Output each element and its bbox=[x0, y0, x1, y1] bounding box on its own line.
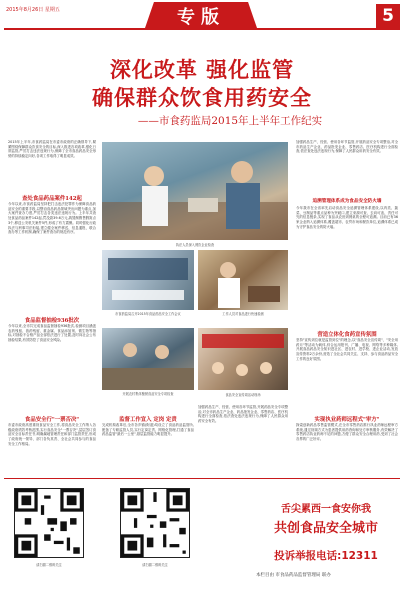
qr-code-left bbox=[14, 488, 84, 558]
header-rule bbox=[4, 28, 400, 30]
bottom-rule bbox=[4, 478, 400, 479]
photo-testing-illustration bbox=[198, 250, 288, 310]
photo-meeting bbox=[102, 250, 194, 310]
qr-right-label: 请扫描二维码关注 bbox=[142, 563, 168, 567]
complaint-hotline: 投诉举报电话:12311 bbox=[274, 550, 378, 562]
s8-body: 探索创新药品零售监管模式,在全市零售药店推行执业药师远程审方系统,通过视频方式为患者提供用药咨询和处方审核服务,有效解决了零售药店执业药师不足的问题,方便了群众安全合理用药,受到了社会各界的广泛好评。 bbox=[296, 423, 398, 442]
photo-meeting-illustration bbox=[102, 250, 194, 310]
photo-testing bbox=[198, 250, 288, 310]
right-intro-text: 加强药品生产、经营、使用各环节监管,开展药品安全专项整治,对全市药品生产企业、药品批发企业、零售药店、医疗机构进行全面检查,依法查处违法违规行为,保障了人民群众用药安全有效。 bbox=[296, 140, 398, 154]
s1-body: 今年以来,市食药监局坚持把打击违法犯罪作为保障食品药品安全的重要手段,以整治食品药品领域突出问题为重点,加大案件查办力度,严厉打击各类违法违规行为。上半年共查处食品药品案件142起,罚没款39.6万元,捣毁制假售假窝点3个,移送公安机关案件5件,形成了有力震慑。同时强化行政执法与刑事司法衔接,建立健全案件移送、信息通报、联合查办等工作机制,确保了案件查办的规范有序。 bbox=[8, 202, 96, 235]
qr-pattern-left bbox=[15, 489, 83, 557]
s4-body: 完成机构改革后,全市各乡镇(街道)均设立了食品药品监管所,配备了专职监管人员,实行定岗定责、网格化管理,打通了食品药品监管"最后一公里",基层监管能力明显提升。 bbox=[102, 423, 194, 437]
page-number: 5 bbox=[376, 4, 400, 28]
photo-rural-check-illustration bbox=[102, 328, 194, 390]
qr-code-right bbox=[120, 488, 190, 558]
photo-rural-check bbox=[102, 328, 194, 390]
s2-title: 食品监督抽检936批次 bbox=[24, 318, 80, 324]
s4-title: 监督工作宣入 定岗 定责 bbox=[119, 417, 177, 423]
caption-photo5: 食品安全宣传周活动现场 bbox=[225, 393, 261, 397]
photo-inspection-illustration bbox=[102, 142, 288, 240]
caption-photo3: 工作人员对食品进行快速检测 bbox=[222, 312, 264, 316]
issue-date: 2015年8月26日 星期五 bbox=[6, 7, 60, 13]
s6-title: 追溯管理体系成为食品安全防火墙 bbox=[312, 199, 382, 204]
photo-publicity bbox=[198, 328, 288, 390]
caption-photo2: 市食药监局召开2015年食品药品安全工作会议 bbox=[115, 312, 181, 316]
headline-line-1: 深化改革 强化监管 bbox=[109, 57, 295, 82]
qr-pattern-right bbox=[121, 489, 189, 557]
s7-body: 坚持"宣传到位就是监管到位"的理念,以"食品安全宣传周"、"安全用药月"等活动为载体,综合运用报刊、广播、电视、网络等多种媒体,开展食品药品安全知识进社区、进农村、进学校、进企业活动,发放宣传资料2万余份,营造了全社会共同关注、支持、参与食品药品安全工作的良好氛围。 bbox=[296, 338, 398, 361]
s6-body: 今年我市在全省率先启动食品安全追溯管理体系建设,以肉类、蔬菜、豆制品等重点品种为突破口,建立来源可查、去向可追、责任可究的信息链条,实现了食品从农田到餐桌的全程可追溯。目前已有36家企业纳入追溯体系,覆盖超市、农贸市场和餐饮单位,追溯体系已成为守护食品安全的防火墙。 bbox=[296, 206, 398, 229]
caption-photo1: 执法人员深入餐饮企业检查 bbox=[175, 243, 215, 247]
caption-photo4: 开展农村集体聚餐食品安全专项检查 bbox=[122, 392, 174, 396]
s7-title: 营造立体化食药宣传氛围 bbox=[317, 332, 377, 338]
slogan-line-1: 舌尖累西一食安你我 bbox=[281, 504, 371, 515]
s2-body: 今年以来,全市共完成食品监督抽检936批次,检测项目涵盖农药残留、兽药残留、重金属、食品添加剂、微生物等指标,对抽检不合格产品全部依法进行了处置,及时向社会公布抽检结果,有效防控了食品安全风险。 bbox=[8, 324, 96, 343]
section-title: 专版 bbox=[177, 7, 225, 28]
photo-inspection bbox=[102, 142, 288, 240]
s3-body: 市委市政府高度重视食品安全工作,将食品安全工作纳入各级政府绩效考核范围,实行食品安全"一票否决",层层签订食品安全目标责任书,明确属地管理责任和部门监管责任,形成了政府统一领导、部门各负其责、全社会共同参与的食品安全工作格局。 bbox=[8, 423, 96, 446]
headline-line-2: 确保群众饮食用药安全 bbox=[92, 85, 312, 110]
qr-left-label: 请扫描二维码关注 bbox=[36, 563, 62, 567]
intro-text: 2015年上半年,市食药监局在市委市政府的正确领导下,紧紧围绕保障群众饮食安全的目标,深入推进各项改革,强化日常监管,严厉打击违法违规行为,保障了全市食品药品安全形势的持续稳定向好,各项工作取得了明显成效。 bbox=[8, 140, 96, 159]
headline-subtitle: ——市食药监局2015年上半年工作纪实 bbox=[137, 115, 323, 127]
s5-body: 加强药品生产、经营、使用各环节监管,开展药品安全专项整治,对全市药品生产企业、药品批发企业、零售药店、医疗机构进行全面检查,依法查处违法违规行为,保障了人民群众用药安全有效。 bbox=[198, 405, 288, 424]
s3-title: 食品安全行"一票否决" bbox=[24, 417, 80, 423]
slogan-line-2: 共创食品安全城市 bbox=[273, 521, 378, 536]
column-credit: 本栏目由 市食品药品监督管理局 联办 bbox=[256, 573, 331, 578]
s8-title: 实现执业药师远程式"审方" bbox=[314, 417, 380, 423]
photo-publicity-illustration bbox=[198, 328, 288, 390]
s1-title: 查处食品药品案件142起 bbox=[22, 196, 82, 202]
